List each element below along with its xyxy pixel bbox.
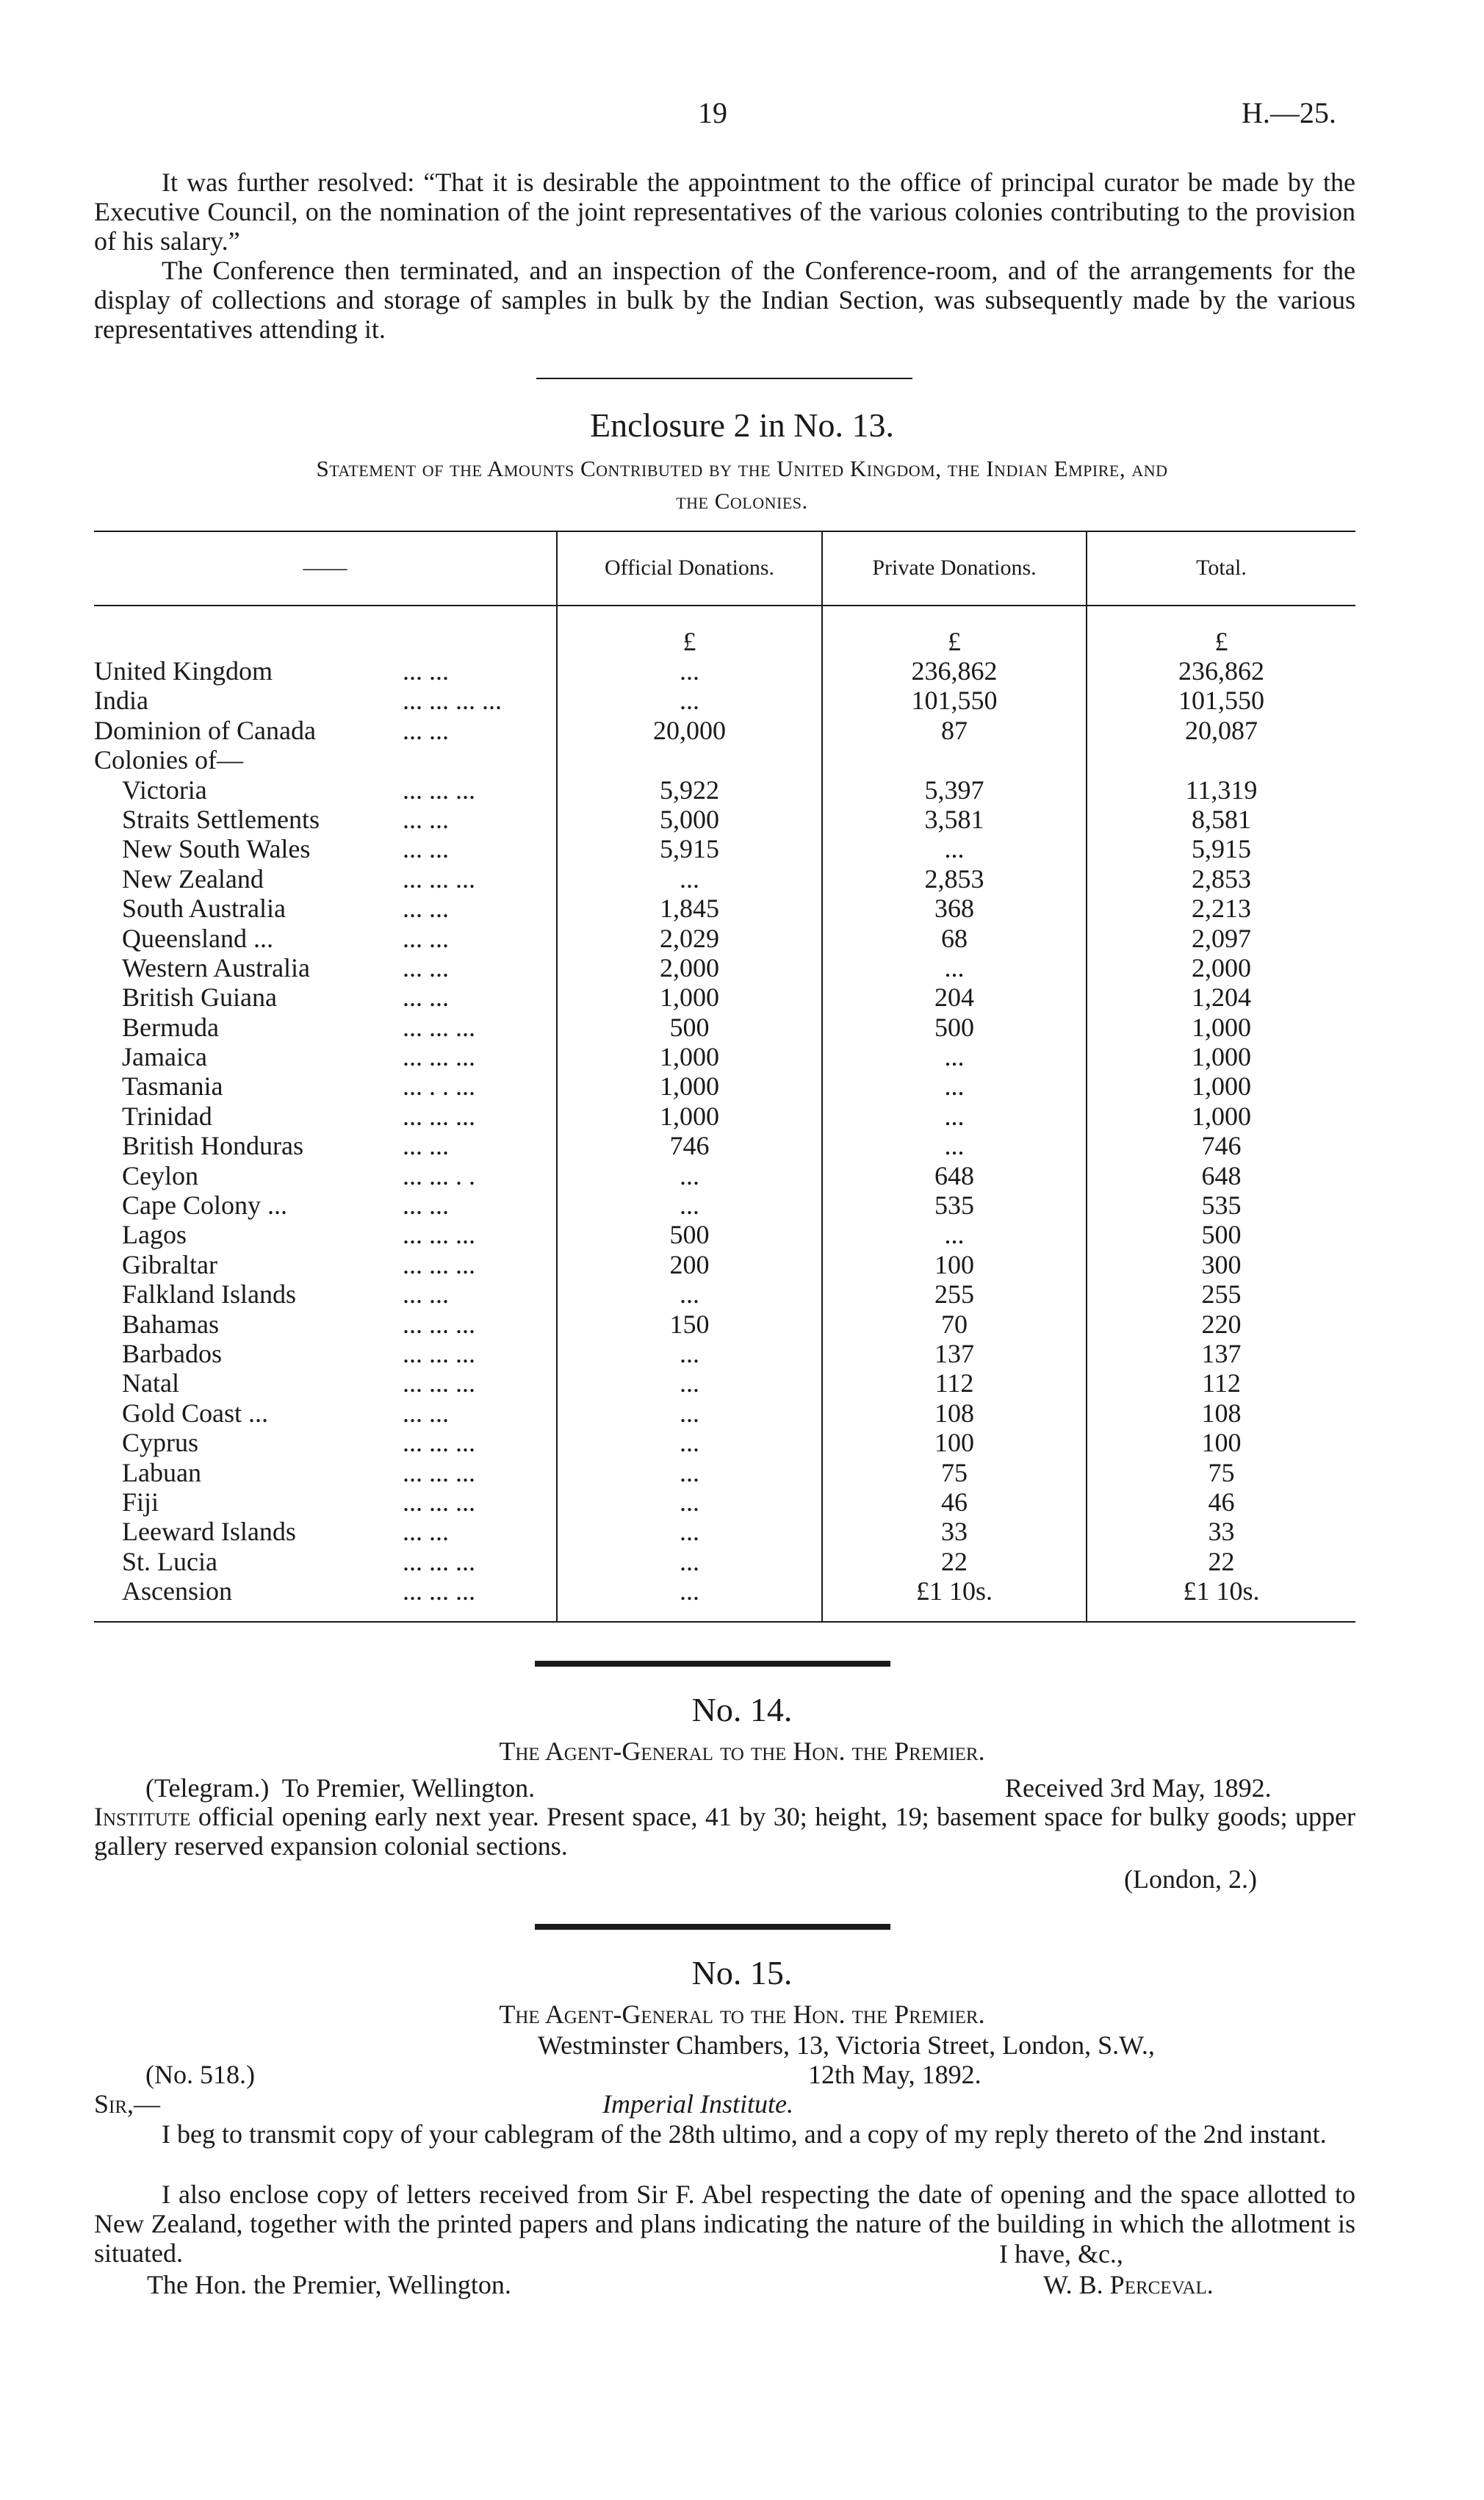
header-total: Total. <box>1196 556 1247 580</box>
row-total-value: 108 <box>1201 1398 1242 1428</box>
table-top-rule <box>94 531 1355 532</box>
no15-addressee: The Hon. the Premier, Wellington. <box>147 2270 511 2299</box>
row-leader-dots: ... ... <box>403 1279 449 1310</box>
row-private-value: 100 <box>934 1428 974 1458</box>
row-leader-dots: ... ... <box>403 804 449 834</box>
row-leader-dots: ... ... <box>403 894 449 924</box>
no15-paragraph-2: I also enclose copy of letters received from Sir F. Abel respecting the date of opening and the space allotted to New Zealand, together with the printed papers and plans indicating the nature of the building in which the allotment is situated. <box>94 2180 1355 2268</box>
row-leader-dots: ... ... <box>403 834 449 864</box>
row-private-value: ... <box>944 1071 965 1102</box>
currency-symbol: £ <box>682 627 696 656</box>
enclosure-subtitle-line-1: Statement of the Amounts Contributed by the United Kingdom, the Indian Empire, and <box>316 456 1168 481</box>
no15-title: No. 15. <box>691 1954 793 1991</box>
row-private-value: 46 <box>941 1487 968 1517</box>
row-official-value: 5,922 <box>660 775 719 805</box>
row-private-value: 535 <box>934 1190 974 1221</box>
row-total-value: 500 <box>1201 1220 1242 1250</box>
row-leader-dots: ... ... ... ... <box>403 686 502 716</box>
row-name: Barbados <box>122 1338 222 1368</box>
row-official-value: 2,000 <box>660 952 719 983</box>
row-leader-dots: ... . . ... <box>403 1071 475 1102</box>
no15-have: I have, &c., <box>999 2239 1123 2269</box>
row-private-value: ... <box>944 1101 965 1131</box>
no15-addressed: The Agent-General to the Hon. the Premier. <box>499 2000 985 2029</box>
row-leader-dots: ... ... ... <box>403 1309 475 1339</box>
row-leader-dots: ... ... ... <box>403 1101 475 1131</box>
row-private-value: ... <box>944 952 965 983</box>
row-total-value: £1 10s. <box>1183 1576 1260 1606</box>
no14-telegram: (Telegram.) To Premier, Wellington. <box>145 1773 536 1803</box>
row-official-value: 200 <box>669 1249 710 1279</box>
row-private-value: 3,581 <box>924 804 984 834</box>
row-official-value: 150 <box>669 1309 710 1339</box>
row-name: Natal <box>122 1368 179 1398</box>
page-reference: H.—25. <box>1242 96 1336 129</box>
row-name: Western Australia <box>122 952 311 983</box>
row-total-value: 2,853 <box>1192 863 1251 894</box>
row-total-value: 535 <box>1201 1190 1242 1221</box>
heavy-divider <box>535 1661 890 1667</box>
row-name: Falkland Islands <box>122 1279 296 1310</box>
row-official-value: 20,000 <box>653 715 726 745</box>
row-total-value: 236,862 <box>1178 656 1264 686</box>
row-official-value: ... <box>680 1398 699 1428</box>
row-official-value: 500 <box>669 1012 710 1042</box>
row-total-value: 300 <box>1201 1249 1242 1279</box>
row-total-value: 1,000 <box>1192 1012 1251 1042</box>
row-total-value: 2,213 <box>1192 894 1251 924</box>
row-private-value: 100 <box>934 1249 974 1279</box>
row-official-value: ... <box>680 1517 699 1547</box>
row-leader-dots <box>403 745 553 775</box>
row-total-value: 2,097 <box>1192 923 1251 953</box>
row-name: British Guiana <box>122 983 277 1013</box>
row-leader-dots: ... ... <box>403 1190 449 1221</box>
row-official-value: ... <box>680 1487 699 1517</box>
row-name: British Honduras <box>122 1131 303 1161</box>
row-total-value: 100 <box>1201 1428 1242 1458</box>
row-private-value: 5,397 <box>924 775 984 805</box>
row-leader-dots: ... ... ... <box>403 863 475 894</box>
enclosure-subtitle-line-2: the Colonies. <box>676 488 808 514</box>
row-private-value: ... <box>944 1131 965 1161</box>
row-private-value: 137 <box>934 1338 974 1368</box>
row-name: United Kingdom <box>94 656 273 686</box>
row-name: Victoria <box>122 775 207 805</box>
row-name: Lagos <box>122 1220 187 1250</box>
row-leader-dots: ... ... ... <box>403 1576 475 1606</box>
section-divider <box>536 378 912 379</box>
no15-address: Westminster Chambers, 13, Victoria Street, London, S.W., <box>538 2030 1155 2060</box>
row-private-value: ... <box>944 1042 965 1072</box>
row-leader-dots: ... ... <box>403 952 449 983</box>
row-name: Jamaica <box>122 1042 207 1072</box>
row-leader-dots: ... ... <box>403 1517 449 1547</box>
row-official-value: 5,915 <box>660 834 719 864</box>
row-private-value: ... <box>944 1220 965 1250</box>
no15-salutation: Sir,— <box>94 2089 161 2119</box>
row-private-value: 255 <box>934 1279 974 1310</box>
table-column-names <box>94 656 403 1606</box>
table-column-leaders <box>403 656 553 1606</box>
row-official-value: 746 <box>669 1131 710 1161</box>
table-column-total <box>1087 656 1355 1606</box>
row-total-value: 46 <box>1208 1487 1235 1517</box>
row-private-value: 68 <box>941 923 968 953</box>
row-name: St. Lucia <box>122 1546 217 1576</box>
row-total-value: 137 <box>1201 1338 1242 1368</box>
row-leader-dots: ... ... ... <box>403 1428 475 1458</box>
row-name: Colonies of— <box>94 745 243 775</box>
row-leader-dots: ... ... ... <box>403 1487 475 1517</box>
row-private-value <box>823 745 1086 775</box>
row-name: Ceylon <box>122 1160 198 1190</box>
row-total-value: 5,915 <box>1192 834 1251 864</box>
currency-symbol: £ <box>1214 627 1228 656</box>
row-private-value: 70 <box>941 1309 968 1339</box>
row-private-value: 236,862 <box>911 656 998 686</box>
header-private-donations: Private Donations. <box>872 556 1037 580</box>
row-official-value: ... <box>680 1368 699 1398</box>
row-private-value: £1 10s. <box>915 1576 993 1606</box>
table-column-official <box>558 656 821 1606</box>
row-official-value: 2,029 <box>660 923 719 953</box>
row-total-value: 1,000 <box>1192 1042 1251 1072</box>
no15-subject: Imperial Institute. <box>602 2089 793 2119</box>
row-leader-dots: ... ... <box>403 923 449 953</box>
row-name: Gold Coast ... <box>122 1398 269 1428</box>
row-total-value: 1,204 <box>1192 983 1251 1013</box>
no14-body-text: official opening early next year. Present space, 41 by 30; height, 19; basement space for bulky goods; upper gallery reserved expansion colonial sections. <box>94 1802 1356 1861</box>
row-official-value: ... <box>680 1338 699 1368</box>
no14-received: Received 3rd May, 1892. <box>1005 1773 1272 1803</box>
row-private-value: ... <box>944 834 965 864</box>
row-official-value: ... <box>680 656 699 686</box>
row-name: Cyprus <box>122 1428 199 1458</box>
row-total-value: 22 <box>1208 1546 1235 1576</box>
row-official-value: ... <box>680 1457 699 1487</box>
row-official-value: 1,000 <box>660 1071 719 1102</box>
row-total-value: 33 <box>1208 1517 1235 1547</box>
row-leader-dots: ... ... ... <box>403 775 475 805</box>
row-name: New Zealand <box>122 863 264 894</box>
header-official-donations: Official Donations. <box>604 556 775 580</box>
row-name: Bahamas <box>122 1309 219 1339</box>
row-official-value: ... <box>680 1546 699 1576</box>
row-official-value: ... <box>680 1279 699 1310</box>
row-official-value: 1,000 <box>660 1101 719 1131</box>
row-leader-dots: ... ... <box>403 656 449 686</box>
row-total-value: 75 <box>1208 1457 1235 1487</box>
no14-body <box>94 1802 1355 1861</box>
row-private-value: 108 <box>934 1398 974 1428</box>
row-name: Fiji <box>122 1487 159 1517</box>
row-name: Dominion of Canada <box>94 715 316 745</box>
row-name: Tasmania <box>122 1071 223 1102</box>
header-blank: —— <box>303 556 347 580</box>
row-name: Gibraltar <box>122 1249 217 1279</box>
intro-paragraph-1: It was further resolved: “That it is desirable the appointment to the office of principal curator be made by the Executive Council, on the nomination of the joint representatives of the various colonies contributing to the provision of his salary.” <box>94 168 1355 256</box>
row-total-value: 648 <box>1201 1160 1242 1190</box>
table-header-rule <box>94 605 1355 606</box>
row-total-value: 2,000 <box>1192 952 1251 983</box>
row-leader-dots: ... ... ... <box>403 1368 475 1398</box>
row-official-value <box>558 745 821 775</box>
row-leader-dots: ... ... ... <box>403 1012 475 1042</box>
row-official-value: ... <box>680 686 699 716</box>
row-name: Cape Colony ... <box>122 1190 287 1221</box>
row-official-value: 500 <box>669 1220 710 1250</box>
row-private-value: 648 <box>934 1160 974 1190</box>
row-name: Labuan <box>122 1457 201 1487</box>
row-name: Bermuda <box>122 1012 219 1042</box>
row-private-value: 22 <box>941 1546 968 1576</box>
row-official-value: ... <box>680 1428 699 1458</box>
table-column-private <box>823 656 1086 1606</box>
row-total-value <box>1087 745 1355 775</box>
no14-addressed: The Agent-General to the Hon. the Premier. <box>499 1736 985 1766</box>
enclosure-title: Enclosure 2 in No. 13. <box>590 406 894 444</box>
no15-paragraph-1: I beg to transmit copy of your cablegram of the 28th ultimo, and a copy of my reply thereto of the 2nd instant. <box>162 2119 1327 2149</box>
row-private-value: 204 <box>934 983 974 1013</box>
row-official-value: 1,000 <box>660 983 719 1013</box>
no14-close: (London, 2.) <box>1124 1864 1257 1894</box>
row-private-value: 101,550 <box>911 686 998 716</box>
row-total-value: 1,000 <box>1192 1071 1251 1102</box>
row-leader-dots: ... ... ... <box>403 1042 475 1072</box>
no15-signature: W. B. Perceval. <box>1043 2270 1214 2299</box>
row-leader-dots: ... ... <box>403 1398 449 1428</box>
row-leader-dots: ... ... . . <box>403 1160 475 1190</box>
table-bottom-rule <box>94 1621 1355 1623</box>
page-number: 19 <box>698 96 727 129</box>
row-official-value: ... <box>680 1190 699 1221</box>
row-leader-dots: ... ... ... <box>403 1546 475 1576</box>
row-official-value: 1,845 <box>660 894 719 924</box>
row-private-value: 2,853 <box>924 863 984 894</box>
row-official-value: ... <box>680 1160 699 1190</box>
row-total-value: 220 <box>1201 1309 1242 1339</box>
no14-body-lead: Institute <box>94 1802 191 1831</box>
heavy-divider <box>535 1924 890 1930</box>
row-official-value: 1,000 <box>660 1042 719 1072</box>
row-official-value: ... <box>680 863 699 894</box>
row-official-value: 5,000 <box>660 804 719 834</box>
row-leader-dots: ... ... <box>403 715 449 745</box>
row-total-value: 746 <box>1201 1131 1242 1161</box>
currency-symbol: £ <box>948 627 961 656</box>
row-name: Straits Settlements <box>122 804 320 834</box>
row-name: Leeward Islands <box>122 1517 296 1547</box>
row-total-value: 11,319 <box>1185 775 1258 805</box>
row-leader-dots: ... ... ... <box>403 1249 475 1279</box>
row-private-value: 75 <box>941 1457 968 1487</box>
row-name: Ascension <box>122 1576 232 1606</box>
row-total-value: 255 <box>1201 1279 1242 1310</box>
row-total-value: 101,550 <box>1178 686 1264 716</box>
row-private-value: 87 <box>941 715 968 745</box>
row-total-value: 112 <box>1202 1368 1241 1398</box>
no15-ref: (No. 518.) <box>145 2060 255 2089</box>
row-name: New South Wales <box>122 834 311 864</box>
no14-title: No. 14. <box>691 1691 793 1728</box>
row-leader-dots: ... ... <box>403 983 449 1013</box>
row-total-value: 20,087 <box>1185 715 1258 745</box>
row-official-value: ... <box>680 1576 699 1606</box>
row-leader-dots: ... ... ... <box>403 1457 475 1487</box>
row-leader-dots: ... ... ... <box>403 1338 475 1368</box>
intro-paragraph-2: The Conference then terminated, and an inspection of the Conference-room, and of the arrangements for the display of collections and storage of samples in bulk by the Indian Section, was subsequently made by the various representatives attending it. <box>94 256 1355 344</box>
row-name: Queensland ... <box>122 923 273 953</box>
row-name: South Australia <box>122 894 286 924</box>
row-leader-dots: ... ... <box>403 1131 449 1161</box>
row-private-value: 112 <box>934 1368 974 1398</box>
no15-date: 12th May, 1892. <box>808 2060 981 2089</box>
row-total-value: 8,581 <box>1192 804 1251 834</box>
row-leader-dots: ... ... ... <box>403 1220 475 1250</box>
row-name: Trinidad <box>122 1101 212 1131</box>
row-name: India <box>94 686 148 716</box>
row-total-value: 1,000 <box>1192 1101 1251 1131</box>
row-private-value: 33 <box>941 1517 968 1547</box>
row-private-value: 368 <box>934 894 974 924</box>
row-private-value: 500 <box>934 1012 974 1042</box>
